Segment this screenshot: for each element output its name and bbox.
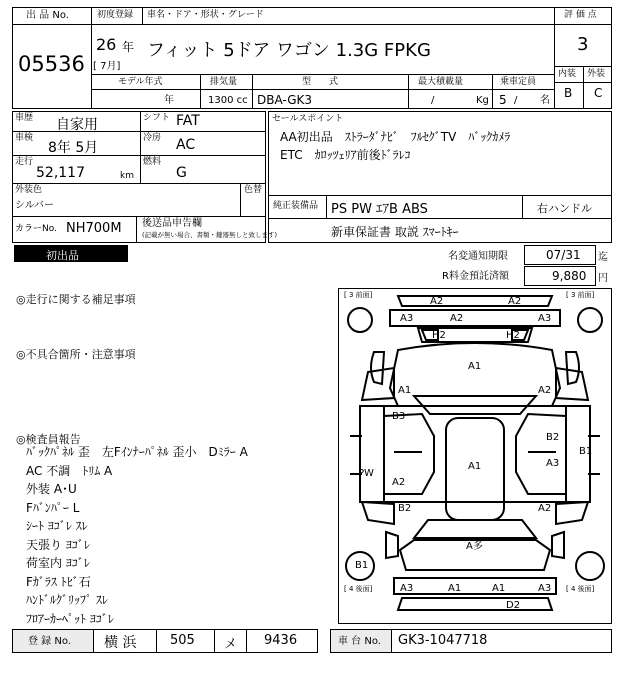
color-change-label: 色替 [244, 185, 263, 195]
shift-label: シフト [143, 113, 171, 123]
mark-rear-bumper-c2: A1 [492, 583, 506, 594]
reg-month: [ 7月] [93, 61, 121, 72]
note-line: ｼｰﾄ ﾖｺﾞﾚ ｽﾚ [26, 519, 88, 533]
driving-title: ◎走行に関する補足事項 [16, 293, 136, 306]
mark-trunk: A多 [466, 541, 483, 552]
name-label: 車名・ドア・形状・グレード [147, 10, 264, 20]
equip: PS PW ｴｱB ABS [331, 202, 428, 217]
score-label: 評 価 点 [564, 10, 597, 20]
inspector-title: ◎検査員報告 [16, 433, 81, 446]
recycle-fee: 9,880 [552, 269, 587, 283]
mark-door-l-a2: A2 [392, 477, 406, 488]
note-line: Fﾊﾞﾝﾊﾟｰ L [26, 500, 80, 515]
color: シルバー [15, 200, 55, 211]
mark-roof-front: A1 [468, 361, 482, 372]
reg-label: 初度登録 [97, 10, 134, 20]
ac-label: 冷房 [143, 133, 162, 143]
corner-front-right: [ 3 前面] [566, 291, 595, 299]
mileage: 52,117 [36, 165, 85, 181]
mark-fender-fl: A1 [398, 385, 412, 396]
corner-rear-right: [ 4 後面] [566, 585, 595, 593]
sales-line1: AA初出品 ｽﾄﾗｰﾀﾞﾅﾋﾞ ﾌﾙｾｸﾞTV ﾊﾞｯｸｶﾒﾗ [280, 130, 511, 144]
maxload-sep: / [431, 95, 435, 106]
exterior-grade: C [594, 86, 603, 100]
interior-label: 内装 [558, 69, 577, 79]
sales-line2: ETC ｶﾛｯﾂｪﾘｱ前後ﾄﾞﾗﾚｺ [280, 148, 411, 162]
mileage-label: 走行 [15, 157, 34, 167]
type: DBA-GK3 [257, 93, 312, 107]
ac: AC [176, 137, 196, 153]
note-line: Fｶﾞﾗｽ ﾄﾋﾞ石 [26, 574, 91, 589]
capacity: 5 [499, 93, 507, 107]
transfer-suffix: 迄 [598, 252, 608, 263]
mark-rear-l-b2: B2 [398, 503, 412, 514]
model-year-label: モデル年式 [118, 77, 163, 87]
displacement-label: 排気量 [210, 77, 238, 87]
note-line: 外装 A･U [26, 482, 77, 496]
reg-label: 登 録 No. [28, 636, 71, 647]
lot-number: 05536 [18, 52, 85, 76]
note-line: ﾊﾞｯｸﾊﾟﾈﾙ 歪 左Fｲﾝﾅｰﾊﾟﾈﾙ 歪小 Dﾐﾗｰ A [26, 445, 248, 459]
mileage-unit: km [120, 171, 134, 181]
sales-label: セールスポイント [272, 114, 344, 124]
mark-front-top-r: A2 [508, 296, 522, 307]
color-no: NH700M [66, 221, 122, 236]
chassis-no: GK3-1047718 [398, 633, 488, 648]
doc-note: (記載が無い場合、書類・鍵器無しと致します) [142, 231, 278, 239]
mark-door-r-b2: B2 [546, 432, 560, 443]
exterior-label: 外装 [587, 69, 606, 79]
mark-rear-bumper-l: A3 [400, 583, 414, 594]
type-label: 型 式 [302, 77, 339, 87]
mark-door-r-a3: A3 [546, 458, 560, 469]
note-line: AC 不調 ﾄﾘﾑ A [26, 463, 113, 478]
history: 自家用 [56, 117, 98, 133]
mark-front-l: A3 [400, 313, 414, 324]
handle: 右ハンドル [537, 202, 592, 215]
mark-hood-r: H2 [506, 330, 520, 341]
inspection-label: 車検 [15, 133, 34, 143]
recycle-unit: 円 [598, 273, 608, 284]
displacement: 1300 cc [208, 95, 248, 106]
note-line: 天張り ﾖｺﾞﾚ [26, 537, 90, 552]
note-line: 荷室内 ﾖｺﾞﾚ [26, 556, 90, 570]
mark-pw: PW [358, 468, 374, 479]
maxload-unit: Kg [476, 95, 489, 106]
reg-area: 横 浜 [104, 635, 137, 651]
inspection: 8年 5月 [48, 140, 99, 156]
reg-year-unit: 年 [122, 40, 135, 54]
reg-year: 26 [96, 35, 117, 54]
fuel: G [176, 165, 187, 181]
chassis-label: 車 台 No. [338, 636, 381, 647]
mark-pillar-r-b1: B1 [579, 446, 593, 457]
history-label: 車歴 [15, 113, 34, 123]
mark-roof-center: A1 [468, 461, 482, 472]
recycle-label: R料金預託済額 [442, 271, 509, 282]
corner-front-left: [ 3 前面] [344, 291, 373, 299]
note-line: ﾊﾝﾄﾞﾙｸﾞﾘｯﾌﾟ ｽﾚ [26, 593, 108, 607]
mark-rear-r-a2: A2 [538, 503, 552, 514]
first-listing-label: 初出品 [46, 249, 79, 262]
maxload-label: 最大積載量 [418, 77, 464, 87]
reg-kana: メ [224, 637, 238, 652]
mark-door-l-b3: B3 [392, 411, 406, 422]
capacity-label: 乗車定員 [500, 77, 537, 87]
mark-front-top-l: A2 [430, 296, 444, 307]
doc-label: 後送品申告欄 [142, 218, 202, 229]
car-name: フィット 5ドア ワゴン 1.3G FPKG [147, 40, 431, 61]
capacity-unit: 名 [540, 95, 550, 106]
mark-rear-wheel-l: B1 [355, 560, 369, 571]
mark-rear-bumper-c1: A1 [448, 583, 462, 594]
mark-rear-bottom: D2 [506, 600, 521, 611]
mark-front-r: A3 [538, 313, 552, 324]
color-no-label: カラーNo. [15, 224, 57, 234]
mark-fender-fr: A2 [538, 385, 552, 396]
defect-title: ◎不具合箇所・注意事項 [16, 348, 136, 361]
inspector-notes [26, 443, 248, 628]
score: 3 [577, 34, 589, 55]
fuel-label: 燃料 [143, 157, 162, 167]
equip-label: 純正装備品 [273, 201, 319, 211]
interior-grade: B [564, 86, 573, 100]
note-line: ﾌﾛｱｰｶｰﾍﾟｯﾄ ﾖｺﾞﾚ [26, 611, 114, 626]
capacity-sep: / [514, 95, 518, 106]
reg-number: 9436 [264, 633, 298, 648]
transfer-date: 07/31 [546, 248, 581, 262]
reg-class: 505 [170, 633, 195, 648]
mark-hood-l: H2 [432, 330, 446, 341]
transfer-label: 名変通知期限 [448, 251, 508, 262]
model-year-unit: 年 [164, 95, 174, 106]
mark-rear-bumper-r: A3 [538, 583, 552, 594]
car-outline [338, 288, 612, 624]
warranty: 新車保証書 取説 ｽﾏｰﾄｷｰ [331, 225, 459, 239]
corner-rear-left: [ 4 後面] [344, 585, 373, 593]
mark-front-c: A2 [450, 313, 464, 324]
shift: FAT [176, 113, 200, 129]
color-label: 外装色 [15, 185, 43, 195]
lot-label: 出 品 No. [26, 10, 69, 21]
